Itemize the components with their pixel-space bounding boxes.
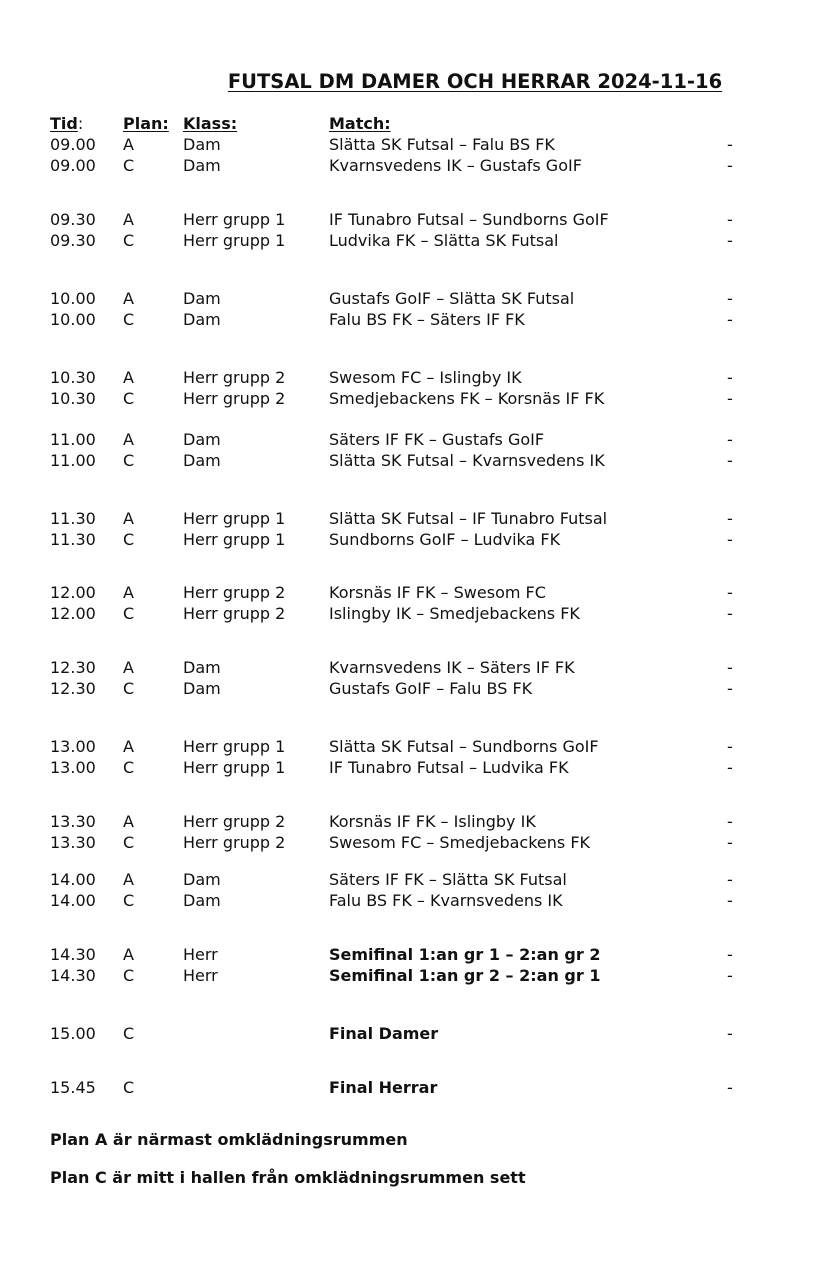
row-plan: C xyxy=(123,451,135,470)
row-time: 09.30 xyxy=(50,210,96,229)
row-match: Final Herrar xyxy=(329,1078,438,1097)
row-result: - xyxy=(727,451,733,470)
row-time: 10.30 xyxy=(50,389,96,408)
header-klass: Klass: xyxy=(183,114,238,133)
row-result: - xyxy=(727,310,733,329)
row-time: 12.00 xyxy=(50,583,96,602)
row-time: 10.00 xyxy=(50,289,96,308)
row-plan: A xyxy=(123,210,134,229)
row-plan: A xyxy=(123,737,134,756)
row-match: Smedjebackens FK – Korsnäs IF FK xyxy=(329,389,605,408)
footer-note-plan-a: Plan A är närmast omklädningsrummen xyxy=(50,1130,408,1149)
header-match: Match: xyxy=(329,114,391,133)
row-match: IF Tunabro Futsal – Ludvika FK xyxy=(329,758,569,777)
row-match: Ludvika FK – Slätta SK Futsal xyxy=(329,231,559,250)
row-time: 15.00 xyxy=(50,1024,96,1043)
row-result: - xyxy=(727,583,733,602)
row-class: Dam xyxy=(183,658,221,677)
row-match: Sundborns GoIF – Ludvika FK xyxy=(329,530,561,549)
row-class: Dam xyxy=(183,451,221,470)
page-title: FUTSAL DM DAMER OCH HERRAR 2024-11-16 xyxy=(227,70,723,93)
row-time: 10.30 xyxy=(50,368,96,387)
table-row xyxy=(0,736,840,758)
row-plan: A xyxy=(123,870,134,889)
row-result: - xyxy=(727,530,733,549)
row-class: Dam xyxy=(183,310,221,329)
row-class: Dam xyxy=(183,289,221,308)
header-plan: Plan: xyxy=(123,114,169,133)
row-result: - xyxy=(727,966,733,985)
row-class: Herr grupp 1 xyxy=(183,737,286,756)
table-row xyxy=(0,582,840,604)
table-row xyxy=(0,230,840,252)
row-time: 12.30 xyxy=(50,658,96,677)
row-time: 09.00 xyxy=(50,135,96,154)
row-match: IF Tunabro Futsal – Sundborns GoIF xyxy=(329,210,609,229)
row-class: Herr grupp 2 xyxy=(183,389,286,408)
table-row xyxy=(0,388,840,410)
row-result: - xyxy=(727,833,733,852)
row-result: - xyxy=(727,737,733,756)
table-row xyxy=(0,1077,840,1099)
row-match: Säters IF FK – Slätta SK Futsal xyxy=(329,870,567,889)
row-result: - xyxy=(727,604,733,623)
table-row xyxy=(0,367,840,389)
row-result: - xyxy=(727,870,733,889)
row-class: Herr grupp 1 xyxy=(183,530,286,549)
row-plan: A xyxy=(123,658,134,677)
row-match: Semifinal 1:an gr 1 – 2:an gr 2 xyxy=(329,945,601,964)
table-row xyxy=(0,657,840,679)
table-row xyxy=(0,965,840,987)
row-time: 12.30 xyxy=(50,679,96,698)
row-time: 11.30 xyxy=(50,509,96,528)
row-time: 09.00 xyxy=(50,156,96,175)
table-row xyxy=(0,757,840,779)
row-plan: A xyxy=(123,368,134,387)
footer-note-plan-c: Plan C är mitt i hallen från omklädningsrummen sett xyxy=(50,1168,526,1187)
row-plan: A xyxy=(123,430,134,449)
row-plan: C xyxy=(123,156,135,175)
row-result: - xyxy=(727,289,733,308)
row-plan: C xyxy=(123,310,135,329)
row-time: 13.00 xyxy=(50,758,96,777)
row-class: Herr grupp 2 xyxy=(183,604,286,623)
table-row xyxy=(0,678,840,700)
row-class: Herr grupp 1 xyxy=(183,231,286,250)
row-time: 11.00 xyxy=(50,451,96,470)
row-class: Dam xyxy=(183,156,221,175)
table-row xyxy=(0,209,840,231)
row-result: - xyxy=(727,758,733,777)
row-time: 11.00 xyxy=(50,430,96,449)
table-row xyxy=(0,603,840,625)
row-result: - xyxy=(727,891,733,910)
row-time: 13.30 xyxy=(50,833,96,852)
row-match: Final Damer xyxy=(329,1024,439,1043)
table-row xyxy=(0,155,840,177)
row-match: Korsnäs IF FK – Islingby IK xyxy=(329,812,536,831)
table-row xyxy=(0,508,840,530)
row-class: Dam xyxy=(183,679,221,698)
table-row xyxy=(0,1023,840,1045)
row-plan: C xyxy=(123,758,135,777)
table-row xyxy=(0,309,840,331)
row-result: - xyxy=(727,368,733,387)
row-result: - xyxy=(727,210,733,229)
row-time: 15.45 xyxy=(50,1078,96,1097)
row-plan: C xyxy=(123,833,135,852)
row-match: Swesom FC – Islingby IK xyxy=(329,368,522,387)
row-plan: A xyxy=(123,945,134,964)
row-result: - xyxy=(727,430,733,449)
row-match: Semifinal 1:an gr 2 – 2:an gr 1 xyxy=(329,966,601,985)
row-match: Slätta SK Futsal – Falu BS FK xyxy=(329,135,555,154)
row-match: Gustafs GoIF – Slätta SK Futsal xyxy=(329,289,575,308)
row-class: Dam xyxy=(183,430,221,449)
row-match: Korsnäs IF FK – Swesom FC xyxy=(329,583,546,602)
row-match: Kvarnsvedens IK – Gustafs GoIF xyxy=(329,156,582,175)
row-result: - xyxy=(727,389,733,408)
row-time: 14.00 xyxy=(50,870,96,889)
row-class: Herr grupp 1 xyxy=(183,509,286,528)
row-result: - xyxy=(727,812,733,831)
row-plan: A xyxy=(123,509,134,528)
row-class: Herr grupp 2 xyxy=(183,583,286,602)
row-plan: C xyxy=(123,966,135,985)
row-match: Slätta SK Futsal – Sundborns GoIF xyxy=(329,737,599,756)
table-row xyxy=(0,811,840,833)
row-match: Kvarnsvedens IK – Säters IF FK xyxy=(329,658,575,677)
row-class: Dam xyxy=(183,135,221,154)
row-class: Herr grupp 2 xyxy=(183,812,286,831)
row-match: Swesom FC – Smedjebackens FK xyxy=(329,833,591,852)
row-plan: A xyxy=(123,135,134,154)
row-match: Islingby IK – Smedjebackens FK xyxy=(329,604,580,623)
row-plan: A xyxy=(123,583,134,602)
row-plan: C xyxy=(123,891,135,910)
row-class: Herr grupp 2 xyxy=(183,368,286,387)
row-class: Herr grupp 1 xyxy=(183,210,286,229)
row-match: Säters IF FK – Gustafs GoIF xyxy=(329,430,545,449)
row-plan: C xyxy=(123,231,135,250)
row-plan: C xyxy=(123,389,135,408)
row-result: - xyxy=(727,509,733,528)
row-class: Herr grupp 1 xyxy=(183,758,286,777)
table-row xyxy=(0,134,840,156)
row-time: 14.30 xyxy=(50,966,96,985)
row-plan: A xyxy=(123,289,134,308)
row-result: - xyxy=(727,945,733,964)
row-result: - xyxy=(727,658,733,677)
table-row xyxy=(0,832,840,854)
row-time: 14.00 xyxy=(50,891,96,910)
table-row xyxy=(0,890,840,912)
row-result: - xyxy=(727,679,733,698)
row-match: Gustafs GoIF – Falu BS FK xyxy=(329,679,533,698)
row-result: - xyxy=(727,1024,733,1043)
row-plan: C xyxy=(123,604,135,623)
row-match: Slätta SK Futsal – Kvarnsvedens IK xyxy=(329,451,605,470)
table-row xyxy=(0,450,840,472)
table-row xyxy=(0,288,840,310)
row-time: 10.00 xyxy=(50,310,96,329)
row-time: 09.30 xyxy=(50,231,96,250)
row-plan: C xyxy=(123,679,135,698)
table-row xyxy=(0,429,840,451)
row-class: Dam xyxy=(183,870,221,889)
row-match: Falu BS FK – Kvarnsvedens IK xyxy=(329,891,563,910)
table-header xyxy=(0,113,840,135)
row-result: - xyxy=(727,231,733,250)
table-row xyxy=(0,944,840,966)
header-tid: Tid: xyxy=(50,114,84,133)
row-plan: C xyxy=(123,1078,135,1097)
row-match: Slätta SK Futsal – IF Tunabro Futsal xyxy=(329,509,608,528)
row-time: 13.00 xyxy=(50,737,96,756)
row-time: 14.30 xyxy=(50,945,96,964)
row-match: Falu BS FK – Säters IF FK xyxy=(329,310,525,329)
row-time: 11.30 xyxy=(50,530,96,549)
row-time: 12.00 xyxy=(50,604,96,623)
row-class: Herr grupp 2 xyxy=(183,833,286,852)
table-row xyxy=(0,869,840,891)
row-plan: A xyxy=(123,812,134,831)
row-result: - xyxy=(727,1078,733,1097)
row-plan: C xyxy=(123,1024,135,1043)
row-class: Dam xyxy=(183,891,221,910)
row-result: - xyxy=(727,135,733,154)
row-plan: C xyxy=(123,530,135,549)
table-row xyxy=(0,529,840,551)
row-result: - xyxy=(727,156,733,175)
row-class: Herr xyxy=(183,966,218,985)
row-class: Herr xyxy=(183,945,218,964)
row-time: 13.30 xyxy=(50,812,96,831)
